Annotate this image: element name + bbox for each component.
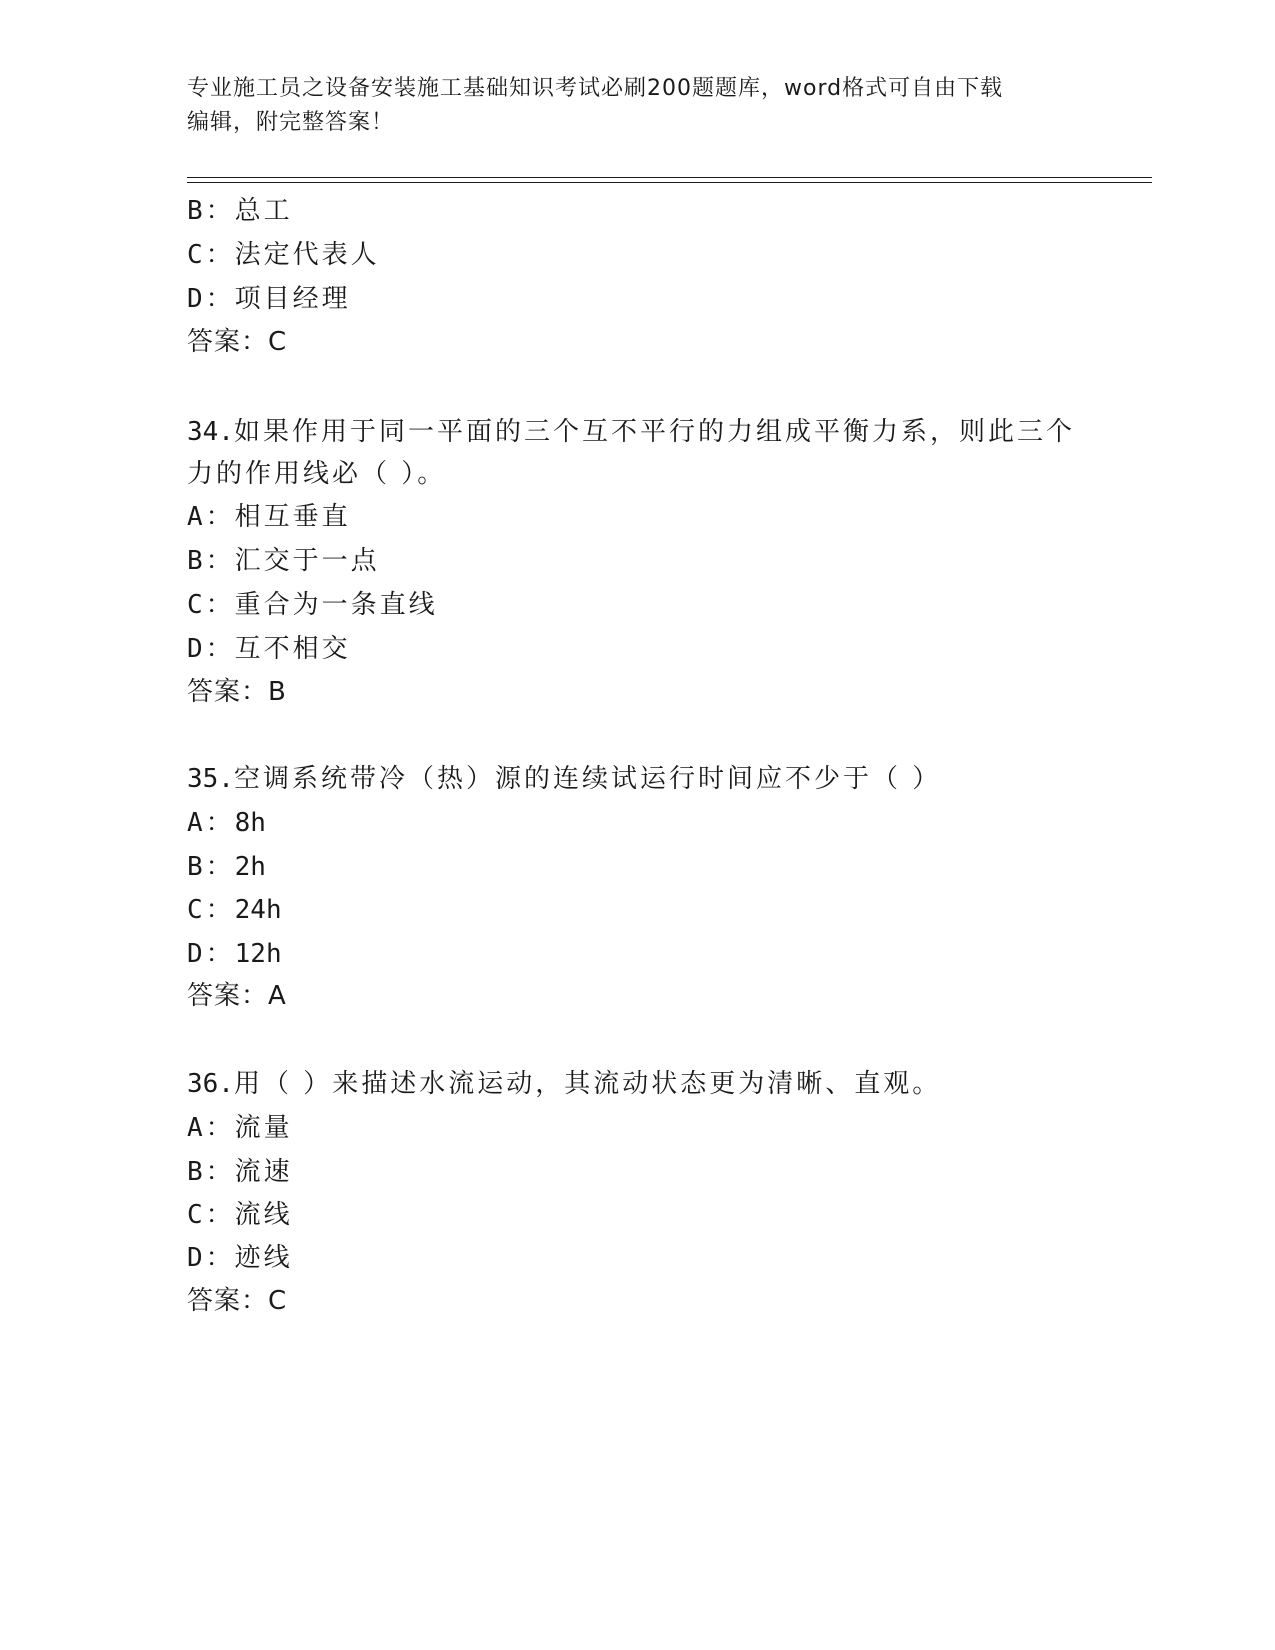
option-label: B：: [187, 546, 235, 576]
q34-stem-line-2: 力的作用线必（ ）。: [187, 459, 447, 489]
option-text: 相互垂直: [234, 502, 351, 532]
option-label: D：: [187, 634, 235, 664]
option-text: 流线: [234, 1200, 293, 1230]
option-text: 24h: [234, 895, 282, 925]
option-text: 互不相交: [234, 634, 351, 664]
document-header: [187, 72, 1087, 140]
question-number: 35.: [187, 764, 234, 794]
q34-option-b: [187, 544, 380, 578]
q36-option-a: [187, 1111, 293, 1145]
question-stem-text: 用（ ）来描述水流运动，其流动状态更为清晰、直观。: [233, 1069, 942, 1099]
q33-option-c: [187, 238, 380, 272]
option-text: 流量: [234, 1113, 293, 1143]
option-text: 迹线: [234, 1243, 293, 1273]
option-text: 法定代表人: [234, 240, 380, 270]
option-label: A：: [187, 502, 235, 532]
option-label: C：: [187, 590, 235, 620]
option-text: 8h: [234, 808, 266, 838]
option-text: 12h: [234, 939, 282, 969]
q36-option-b: [187, 1155, 293, 1189]
option-text: 重合为一条直线: [234, 590, 438, 620]
option-label: A：: [187, 808, 235, 838]
option-label: C：: [187, 240, 235, 270]
option-label: C：: [187, 895, 235, 925]
option-label: D：: [187, 284, 235, 314]
q34-answer: 答案：B: [187, 677, 287, 707]
q35-option-a: [187, 806, 266, 840]
q36-answer: 答案：C: [187, 1286, 288, 1316]
option-text: 流速: [234, 1157, 293, 1187]
question-number: 34.: [187, 417, 234, 447]
option-label: B：: [187, 852, 235, 882]
question-number: 36.: [187, 1069, 234, 1099]
q34-option-a: [187, 500, 351, 534]
header-divider-top: [187, 177, 1152, 178]
question-stem-text: 如果作用于同一平面的三个互不平行的力组成平衡力系，则此三个: [233, 417, 1075, 447]
q35-answer: 答案：A: [187, 981, 287, 1011]
option-label: B：: [187, 1157, 235, 1187]
q35-option-c: [187, 893, 282, 927]
option-label: C：: [187, 1200, 235, 1230]
option-text: 2h: [234, 852, 266, 882]
question-stem-text: 空调系统带冷（热）源的连续试运行时间应不少于（ ）: [233, 764, 942, 794]
q36-stem-line-1: [187, 1067, 941, 1101]
header-divider-bottom: [187, 182, 1152, 183]
option-label: B：: [187, 196, 235, 226]
option-text: 汇交于一点: [234, 546, 380, 576]
q35-option-d: [187, 937, 282, 971]
option-label: A：: [187, 1113, 235, 1143]
option-text: 项目经理: [234, 284, 351, 314]
header-title-line-1: 专业施工员之设备安装施工基础知识考试必刷200题题库，word格式可自由下载: [187, 76, 1004, 101]
q33-option-b: [187, 194, 293, 228]
option-text: 总工: [234, 196, 293, 226]
q35-stem-line-1: [187, 762, 941, 796]
q34-stem-line-1: [187, 415, 1075, 449]
option-label: D：: [187, 939, 235, 969]
q33-option-d: [187, 282, 351, 316]
q36-option-d: [187, 1241, 293, 1275]
q33-answer: 答案：C: [187, 327, 288, 357]
header-title-line-2: 编辑，附完整答案！: [187, 110, 395, 135]
q34-option-c: [187, 588, 438, 622]
q36-option-c: [187, 1198, 293, 1232]
q34-option-d: [187, 632, 351, 666]
option-label: D：: [187, 1243, 235, 1273]
q35-option-b: [187, 850, 266, 884]
